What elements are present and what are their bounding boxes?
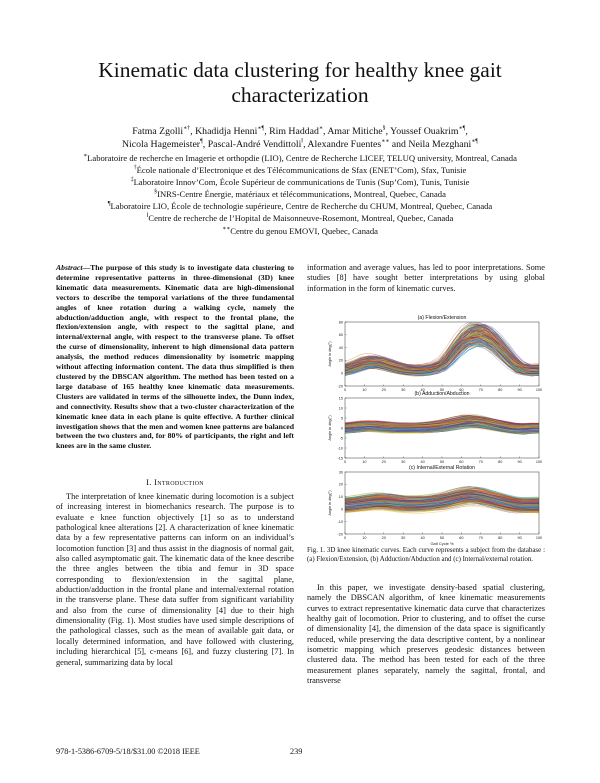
y-tick-label: 40 (338, 345, 343, 350)
paragraph: information and average values, has led to poor interpretations. Some studies [8] have sought better interpretations by using global information in the form of kinematic curves. (307, 263, 545, 293)
y-tick-label: 60 (338, 333, 343, 338)
curve-group (345, 414, 539, 435)
y-tick-label: 80 (338, 320, 343, 325)
x-tick-label: 50 (439, 388, 445, 392)
author-affil-mark: § (382, 125, 386, 132)
y-tick-label: -15 (337, 456, 343, 461)
affiliation-text: Laboratoire de recherche en Imagerie et orthopdie (LIO), Centre de Recherche LICEF, TELUQ university, Montreal, Canada (87, 153, 517, 163)
footer-isbn: 978-1-5386-6709-5/18/$31.00 ©2018 IEEE (56, 747, 200, 756)
x-tick-label: 70 (478, 460, 483, 464)
y-tick-label: -10 (337, 519, 343, 524)
y-tick-label: 15 (338, 396, 343, 401)
y-tick-label: 20 (338, 482, 343, 487)
affiliation-mark: ‖ (146, 213, 149, 220)
author-affil-mark: ∗¶ (257, 125, 265, 132)
author-name: Nicola Hagemeister (121, 138, 201, 150)
subplot-title: (b) Adduction/Abduction (414, 391, 470, 397)
affiliation-mark: § (154, 189, 158, 196)
affiliation-text: INRS-Centre Énergie, matériaux et télécommunications, Montreal, Quebec, Canada (157, 189, 446, 200)
figure-1 (307, 313, 545, 546)
y-tick-label: 10 (338, 495, 343, 500)
affiliation-text: École nationale d’Electronique et des Télécommunications de Sfax (ENET’Com), Sfax, Tunisie (136, 165, 467, 176)
paper-title-line2: characterization (231, 83, 369, 107)
affiliation-mark: ∗ (83, 153, 88, 160)
x-tick-label: 30 (401, 460, 406, 464)
author-affil-mark: ∗∗ (381, 138, 390, 145)
x-tick-label: 0 (343, 388, 347, 392)
y-tick-label: 0 (340, 371, 343, 376)
y-axis-label: Angle in deg(°) (328, 490, 332, 516)
author-name: Amar Mitiche (327, 126, 383, 137)
right-column-text (307, 583, 545, 686)
x-tick-label: 20 (381, 460, 386, 464)
x-tick-label: 80 (498, 460, 503, 464)
x-tick-label: 100 (535, 388, 543, 392)
x-tick-label: 20 (381, 388, 386, 392)
y-axis-label: Angle in deg(°) (328, 341, 332, 367)
y-tick-label: -20 (337, 384, 343, 389)
author-name: Rim Haddad (269, 126, 319, 137)
abstract (56, 263, 294, 451)
subplot-3 (328, 465, 542, 546)
affiliation (30, 152, 570, 164)
x-tick-label: 10 (362, 388, 367, 392)
author-name: Khadidja Henni (195, 126, 258, 137)
curve-group (345, 321, 539, 376)
x-tick-label: 40 (420, 536, 425, 540)
x-tick-label: 30 (401, 388, 406, 392)
author-line1: Fatma Zgolli∗†, Khadidja Henni∗¶, Rim Haddad∗, Amar Mitiche§, Youssef Ouakrim∗¶, (132, 125, 468, 137)
affiliation-mark: ¶ (107, 201, 111, 208)
subplot-1 (328, 315, 542, 392)
x-tick-label: 70 (478, 536, 483, 540)
x-tick-label: 80 (498, 536, 503, 540)
x-tick-label: 0 (343, 536, 347, 540)
abstract-body: —The purpose of this study is to investigate data clustering to determine representative patterns in three-dimensional (3D) knee kinematic data measurements. Kinematic data are high-dimensional vectors to describe the temporal variations of the three fundamental angles of knee rotation during a walking cycle, namely the abduction/adduction angle, with respect to the frontal plane, the flexion/extension angle, with respect to the sagittal plane, and internal/external angle, with respect to the transverse plane. To offset the curse of dimensionality, inherent to high dimensional data pattern analysis, the method reduces dimensionality by isometric mapping without affecting information content. The data thus simplified is then clustered by the DBSCAN algorithm. The method has been tested on a large database of 165 healthy knee kinematic data measurements. Clusters are validated in terms of the silhouette index, the Dunn index, and connectivity. Results show that a two-cluster characterization of the kinematic knee data in each plane is quite effective. A further clinical investigation shows that the men and women knee patterns are balanced between the two clusters and, for 80% of participants, the right and left knees are in the same cluster. (56, 263, 294, 451)
x-tick-label: 20 (381, 536, 386, 540)
figure-caption (307, 547, 545, 564)
subplot-title: (a) Flexion/Extension (417, 315, 467, 321)
x-tick-label: 50 (439, 460, 445, 464)
y-tick-label: -10 (337, 446, 343, 451)
x-tick-label: 90 (517, 388, 522, 392)
section-title: Introduction (154, 477, 204, 487)
x-tick-label: 60 (459, 460, 464, 464)
subplot-title: (c) Internal/External Rotation (408, 465, 476, 471)
x-tick-label: 90 (517, 536, 522, 540)
x-tick-label: 60 (459, 536, 464, 540)
author-affil-mark: ∗¶ (458, 125, 466, 132)
author-and: and (391, 138, 406, 150)
paragraph: The interpretation of knee kinematic during locomotion is a subject of increasing interest in biomechanics research. The purpose is to evaluate e knee function objectively [1] so as to understand pathological knee alterations [2]. A characterization of knee kinematic data by a few representative patterns can inform on an individual’s locomotion function [3] and thus assist in the diagnosis of normal gait, also called asymptomatic gait. The kinematic data of the knee describe the three angles between the tibia and femur in 3D space corresponding to flexion/extension in the sagittal plane, abduction/adduction in the frontal plane and internal/external rotation in the transverse plane. These data suffer from significant variability and also from the curse of dimensionality [4] due to their high dimensionality (Fig. 1). Most studies have used simple descriptions of the pathological classes, such as the mean of available gait data, or locally determined information, and have followed with clustering, including hierarchical [5], c-means [6], and fuzzy clustering [7]. In general, summarizing data by local (56, 492, 294, 667)
author-name: Pascal-André Vendittoli (207, 138, 302, 150)
author-name: Youssef Ouakrim (390, 126, 459, 137)
affiliation (30, 212, 570, 224)
x-tick-label: 10 (362, 460, 367, 464)
y-tick-label: 20 (338, 358, 343, 363)
affiliation-text: Laboratoire LIO, École de technologie supérieure, Centre de Recherche du CHUM, Montreal, Quebec, Canada (110, 201, 493, 212)
x-tick-label: 90 (517, 460, 522, 464)
affiliation-mark: ‡ (130, 177, 134, 184)
abstract-lead: Abstract (56, 263, 83, 272)
y-axis-label: Angle in deg(°) (328, 415, 332, 441)
author-line2: Nicola Hagemeister¶, Pascal-André Vendittoli‖, Alexandre Fuentes∗∗ and Neila Mezghani∗¶ (121, 138, 479, 150)
x-axis-label: Gait Cycle % (430, 541, 454, 546)
paper-title-line1: Kinematic data clustering for healthy knee gait (98, 58, 502, 82)
affiliation-list (30, 152, 570, 237)
x-tick-label: 70 (478, 388, 483, 392)
curve-group (345, 486, 539, 513)
caption-text: Fig. 1. 3D knee kinematic curves. Each curve represents a subject from the database : (a) Flexion/Extension, (b) Adduction/Abduction and (c) Internal/external rotation. (307, 547, 545, 563)
affiliation-text: Laboratoire Innov’Com, École Supérieur de communications de Tunis (Sup’Com), Tunis, Tunisie (133, 177, 470, 188)
x-tick-label: 50 (439, 536, 445, 540)
page-number: 239 (290, 747, 303, 756)
author-affil-mark: ¶ (200, 138, 203, 145)
x-tick-label: 10 (362, 536, 367, 540)
affiliation (30, 200, 570, 212)
author-name: Neila Mezghani (408, 138, 472, 150)
x-tick-label: 40 (420, 460, 425, 464)
affiliation-text: Centre de recherche de l’Hopital de Maisonneuve-Rosemont, Montreal, Quebec, Canada (148, 213, 454, 224)
x-tick-label: 100 (535, 460, 543, 464)
x-tick-label: 30 (401, 536, 406, 540)
y-tick-label: 10 (338, 406, 343, 411)
affiliation (30, 225, 570, 237)
subplot-2 (328, 391, 542, 464)
y-tick-label: -20 (337, 532, 343, 537)
affiliation-mark: ∗∗ (222, 225, 231, 232)
paper-title (40, 58, 560, 108)
author-name: Alexandre Fuentes (307, 138, 382, 150)
paragraph: In this paper, we investigate density-based spatial clustering, namely the DBSCAN algorithm, of knee kinematic measurements curves to extract representative kinematic data curve that characterizes healthy gait of locomotion. Prior to clustering, and to offset the curse of dimensionality [4], the dimension of the data space is significantly reduced, while preserving the data descriptive content, by a nonlinear isometric mapping which preserves geodesic distances between clustered data. The method has been tested for each of the three measurement planes separately, namely the sagittal, frontal, and transverse (307, 583, 545, 686)
affiliation-mark: † (133, 165, 137, 172)
section-number: I. (146, 477, 152, 487)
x-tick-label: 60 (459, 388, 464, 392)
affiliation (30, 176, 570, 188)
x-tick-label: 0 (343, 460, 347, 464)
intro-text (56, 492, 294, 668)
y-tick-label: 0 (340, 507, 343, 512)
x-tick-label: 100 (535, 536, 543, 540)
author-name: Fatma Zgolli (132, 126, 184, 137)
author-affil-mark: ∗ (318, 125, 323, 132)
section-heading (56, 477, 294, 487)
x-tick-label: 80 (498, 388, 503, 392)
affiliation (30, 188, 570, 200)
y-tick-label: 5 (340, 416, 343, 421)
y-tick-label: -5 (339, 436, 343, 441)
affiliation (30, 164, 570, 176)
author-affil-mark: ∗† (183, 125, 191, 132)
author-affil-mark: ‖ (301, 138, 304, 145)
right-column-top-text (307, 263, 545, 294)
affiliation-text: Centre du genou EMOVI, Quebec, Canada (230, 225, 378, 236)
author-affil-mark: ∗¶ (471, 138, 479, 145)
y-tick-label: 30 (338, 470, 343, 475)
y-tick-label: 0 (340, 426, 343, 431)
author-list (40, 126, 560, 151)
x-tick-label: 40 (420, 388, 425, 392)
